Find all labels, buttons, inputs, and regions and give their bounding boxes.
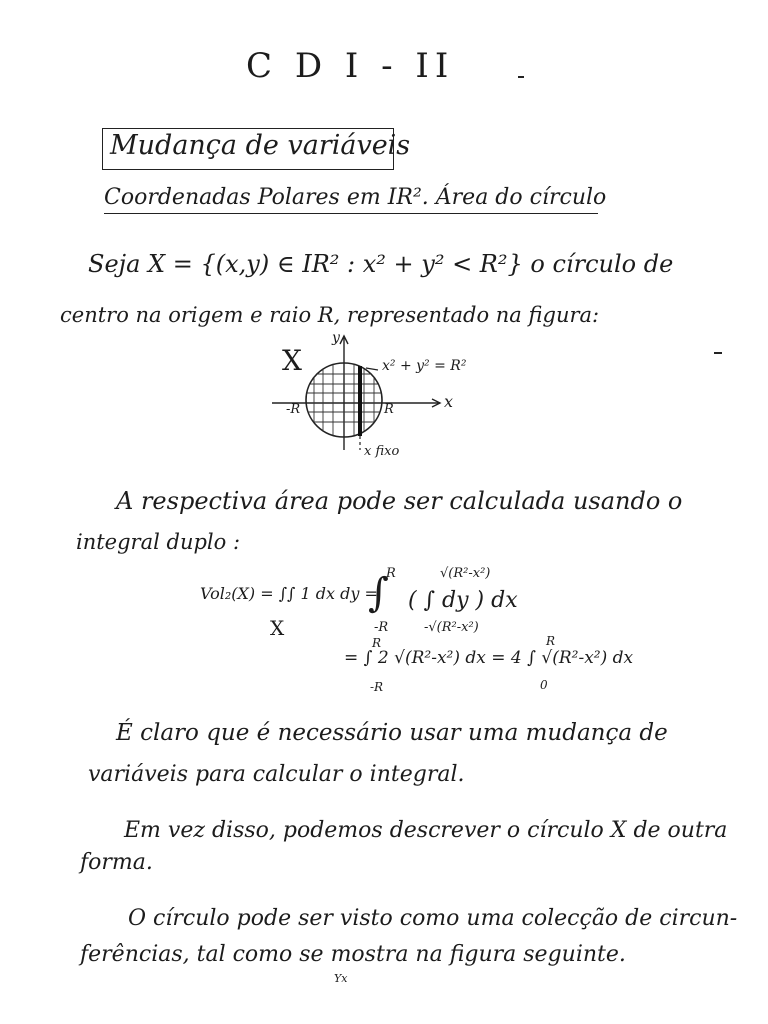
section-title: Mudança de variáveis [110,130,411,161]
paragraph-4-line-2: forma. [80,850,153,875]
integral-outer-sign: ∫ [368,570,389,616]
inner-lower-limit: -√(R²-x²) [424,620,479,635]
inner-upper-limit: √(R²-x²) [440,566,491,581]
integral-2-upper: R [372,636,382,650]
paragraph-4-line-1: Em vez disso, podemos descrever o círculo X de outra [124,818,728,843]
minus-r-label: -R [286,402,301,417]
marginal-note: Yx [334,972,348,985]
r-label: R [384,402,394,417]
y-axis-label: y [332,330,340,346]
integral-outer-upper: R [386,566,396,581]
stray-mark [714,352,722,354]
equation-lhs: Vol₂(X) = ∫∫ 1 dx dy = [200,584,378,603]
x-axis-label: x [444,392,454,411]
page-title: C D I - II [246,46,455,86]
integral-3-lower: 0 [540,678,548,692]
stray-mark [518,76,524,78]
intro-line-2: centro na origem e raio R, representado na figura: [60,303,600,327]
circle-equation-label: x² + y² = R² [382,358,467,374]
integral-2-lower: -R [370,680,384,694]
subtitle-underline [104,213,598,214]
paragraph-2-line-1: A respectiva área pode ser calculada usando o [116,487,683,515]
set-label: X [282,344,302,377]
equation-lhs-domain: X [270,616,285,640]
integral-3-upper: R [546,634,556,648]
paragraph-3-line-2: variáveis para calcular o integral. [88,762,465,787]
paragraph-3-line-1: É claro que é necessário usar uma mudança de [116,720,668,746]
x-fixed-label: x fixo [364,444,400,459]
paragraph-5-line-1: O círculo pode ser visto como uma colecção de circun- [128,906,738,931]
equation-second-line: = ∫ 2 √(R²-x²) dx = 4 ∫ √(R²-x²) dx [344,648,634,668]
paragraph-5-line-2: ferências, tal como se mostra na figura seguinte. [80,942,626,967]
paragraph-2-line-2: integral duplo : [76,530,241,554]
integral-outer-lower: -R [374,620,389,635]
subtitle: Coordenadas Polares em IR². Área do círculo [104,185,607,210]
integral-inner-expression: ( ∫ dy ) dx [408,588,518,613]
intro-line-1: Seja X = {(x,y) ∈ IR² : x² + y² < R²} o círculo de [88,250,674,278]
